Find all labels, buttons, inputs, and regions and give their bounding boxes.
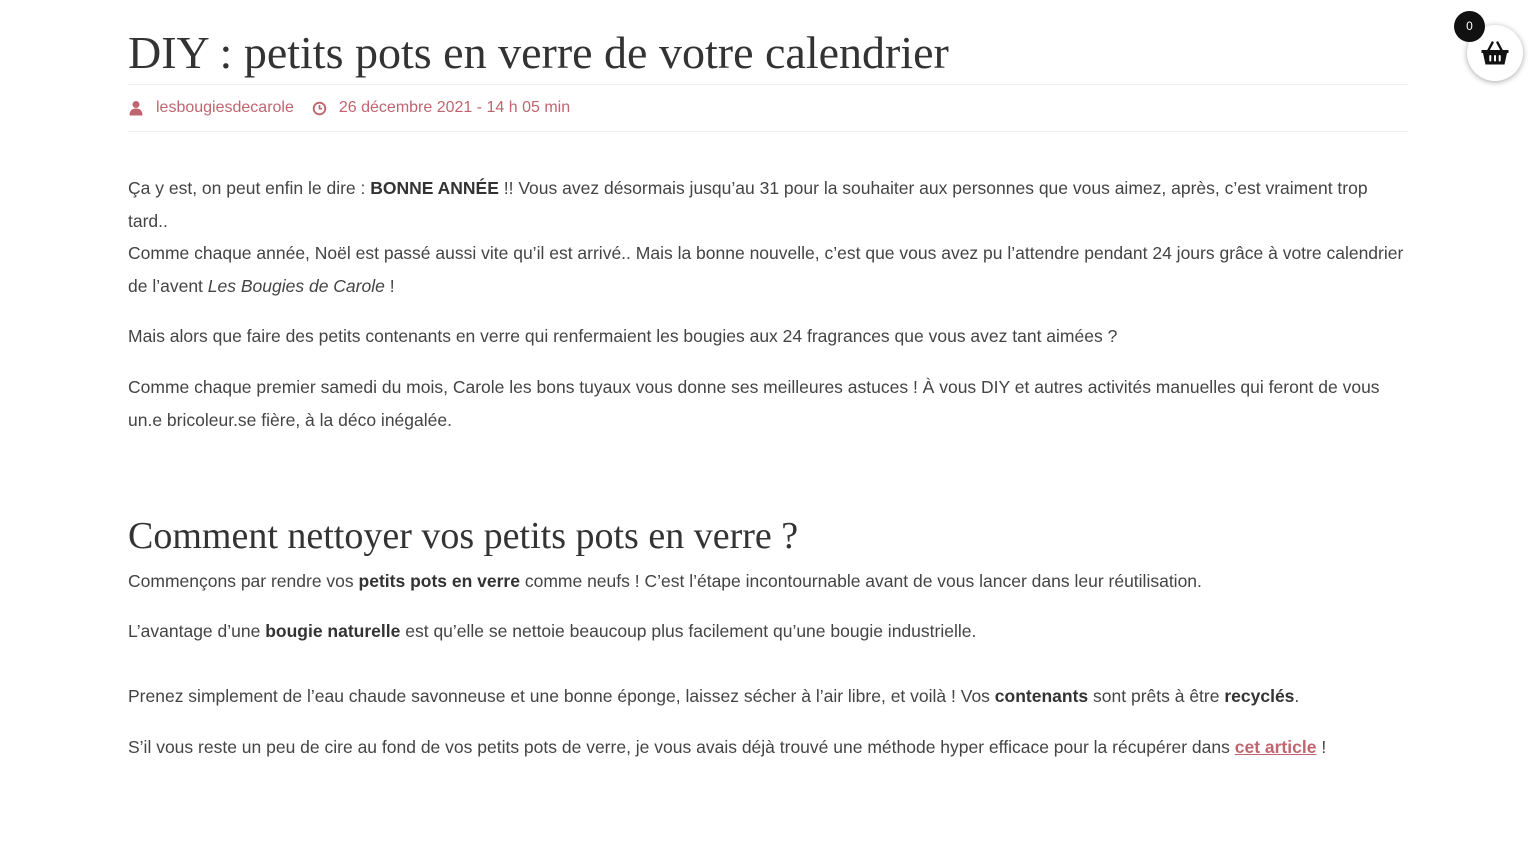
author-name[interactable]: lesbougiesdecarole: [156, 99, 294, 116]
cart-count-badge: 0: [1454, 11, 1485, 42]
section-paragraph-1: Commençons par rendre vos petits pots en verre comme neufs ! C’est l’étape incontournable avant de vous lancer dans leur réutilisation.: [128, 571, 1202, 591]
intro-paragraph-3: Mais alors que faire des petits contenants en verre qui renfermaient les bougies aux 24 fragrances que vous avez tant aimées ?: [128, 326, 1118, 346]
date-text: 26 décembre 2021 - 14 h 05 min: [338, 99, 571, 116]
basket-icon: [1480, 40, 1510, 66]
intro-paragraph-1: Ça y est, on peut enfin le dire : BONNE ANNÉE !! Vous avez désormais jusqu’au 31 pour la souhaiter aux personnes que vous aimez, après, c’est vraiment trop tard..: [128, 178, 1368, 231]
post-date: [312, 99, 570, 117]
section-heading: Comment nettoyer vos petits pots en verre ?: [128, 515, 799, 557]
article-link[interactable]: cet article: [1234, 737, 1317, 757]
page-title: DIY : petits pots en verre de votre calendrier: [128, 28, 1408, 85]
italic-text: Les Bougies de Carole: [207, 276, 385, 296]
section-paragraph-3: Prenez simplement de l’eau chaude savonneuse et une bonne éponge, laissez sécher à l’air libre, et voilà ! Vos contenants sont prêts à être recyclés.: [128, 686, 1300, 706]
section-paragraph-4: S’il vous reste un peu de cire au fond de vos petits pots de verre, je vous avais déjà trouvé une méthode hyper efficace pour la récupérer dans cet article !: [128, 737, 1327, 757]
bold-text: BONNE ANNÉE: [370, 178, 499, 198]
intro-paragraph-2: Comme chaque année, Noël est passé aussi vite qu’il est arrivé.. Mais la bonne nouvelle, c’est que vous avez pu l’attendre pendant 24 jours grâce à votre calendrier de l’avent Les Bougies de Carole !: [128, 243, 1404, 296]
bold-text: bougie naturelle: [265, 621, 401, 641]
post-author[interactable]: [128, 99, 294, 117]
clock-icon: [312, 101, 327, 116]
post-meta: [128, 85, 1408, 132]
bold-text: contenants: [994, 686, 1089, 706]
user-icon: [128, 100, 144, 116]
bold-text: petits pots en verre: [358, 571, 520, 591]
bold-text: recyclés: [1224, 686, 1295, 706]
article: [128, 0, 1408, 757]
intro-paragraph-4: Comme chaque premier samedi du mois, Carole les bons tuyaux vous donne ses meilleures astuces ! À vous DIY et autres activités manuelles qui feront de vous un.e bricoleur.se fière, à la déco inégalée.: [128, 377, 1380, 430]
section-paragraph-2: L’avantage d’une bougie naturelle est qu’elle se nettoie beaucoup plus facilement qu’une bougie industrielle.: [128, 621, 977, 641]
